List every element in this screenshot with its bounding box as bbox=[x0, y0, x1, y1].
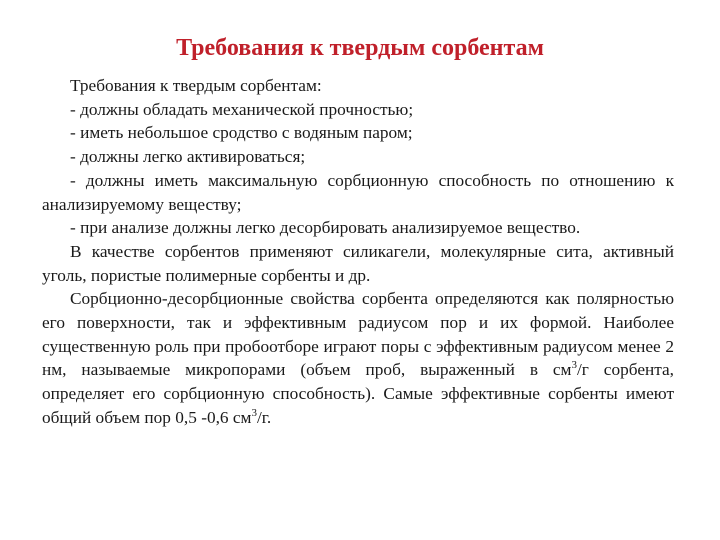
requirement-item: - иметь небольшое сродство с водяным паром; bbox=[70, 123, 413, 143]
properties-text-part3: /г. bbox=[256, 407, 272, 427]
requirement-item: - должны легко активироваться; bbox=[70, 147, 306, 167]
properties-paragraph bbox=[42, 287, 674, 429]
requirements-intro: Требования к твердым сорбентам: bbox=[70, 76, 322, 95]
sorbents-paragraph: В качестве сорбентов применяют силикагели, молекулярные сита, активный уголь, пористые полимерные сорбенты и др. bbox=[42, 241, 674, 285]
requirement-item: - при анализе должны легко десорбировать анализируемое вещество. bbox=[70, 218, 581, 238]
properties-text-part1: Сорбционно-десорбционные свойства сорбента определяются как полярностью его поверхности, так и эффективным радиусом пор и их формой. Наиболее существенную роль при пробоотборе играют поры с эффективным радиусом менее 2 нм, называемые микропорами (объем проб, выраженный в см bbox=[42, 289, 674, 380]
superscript-3: 3 bbox=[571, 359, 577, 372]
requirement-item: - должны обладать механической прочностью; bbox=[70, 99, 414, 119]
superscript-3: 3 bbox=[251, 406, 257, 419]
requirement-item: - должны иметь максимальную сорбционную способность по отношению к анализируемому веществу; bbox=[42, 170, 674, 214]
slide-body bbox=[42, 74, 674, 430]
slide-title: Требования к твердым сорбентам bbox=[176, 35, 544, 61]
properties-text-part2: /г сорбента, определяет его сорбционную способность). Самые эффективные сорбенты имеют общий объем пор 0,5 -0,6 см bbox=[42, 360, 674, 427]
